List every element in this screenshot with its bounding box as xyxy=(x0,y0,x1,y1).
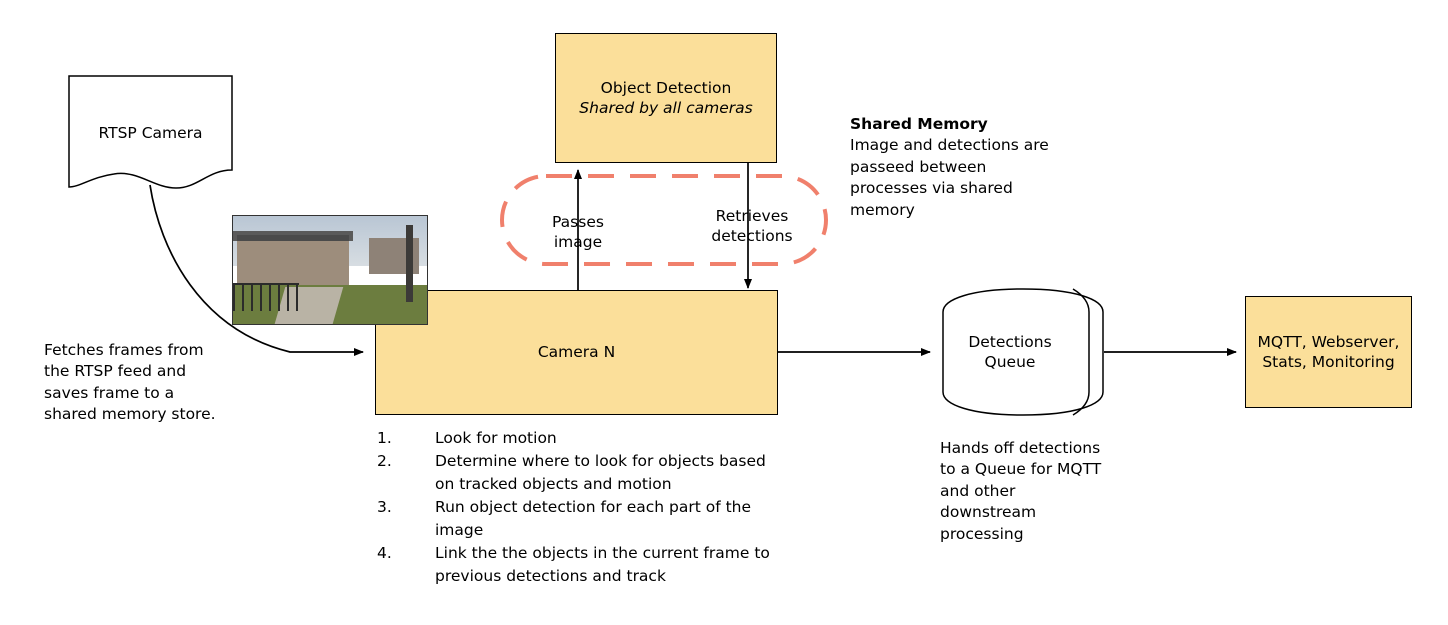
list-item-text: Determine where to look for objects based on tracked objects and motion xyxy=(435,452,766,493)
list-item-number: 4. xyxy=(377,544,392,563)
edge-label-passes-image-line1: Passes xyxy=(552,213,604,231)
camera-steps-list xyxy=(377,427,777,588)
node-consumers[interactable] xyxy=(1245,296,1412,408)
camera-frame-thumbnail xyxy=(232,215,428,325)
list-item-number: 1. xyxy=(377,429,392,447)
node-rtsp-camera[interactable] xyxy=(68,75,233,190)
note-fetch-frames: Fetches frames from the RTSP feed and saves frame to a shared memory store. xyxy=(44,341,216,424)
list-item xyxy=(377,542,777,587)
node-consumers-line2: Stats, Monitoring xyxy=(1262,353,1395,371)
edge-label-passes-image xyxy=(528,212,628,252)
node-detections-queue[interactable] xyxy=(942,288,1104,416)
node-detections-queue-line1: Detections xyxy=(968,332,1052,351)
list-item-text: Look for motion xyxy=(435,429,557,447)
note-shared-memory xyxy=(850,114,1060,221)
note-queue-handoff: Hands off detections to a Queue for MQTT and other downstream processing xyxy=(940,439,1102,543)
edge-label-retrieves-detections-line2: detections xyxy=(711,227,793,246)
node-rtsp-camera-label: RTSP Camera xyxy=(98,123,203,142)
node-detections-queue-line2: Queue xyxy=(984,353,1036,371)
node-object-detection-label: Object Detection xyxy=(600,78,732,97)
list-item-text: Link the the objects in the current frame to previous detections and track xyxy=(435,544,770,585)
note-shared-memory-body: Image and detections are passeed between processes via shared memory xyxy=(850,136,1049,219)
edge-label-retrieves-detections-line1: Retrieves xyxy=(715,207,789,225)
list-item-number: 3. xyxy=(377,498,392,517)
node-object-detection[interactable] xyxy=(555,33,777,163)
list-item xyxy=(377,496,777,541)
edge-label-passes-image-line2: image xyxy=(553,233,603,252)
note-shared-memory-heading: Shared Memory xyxy=(850,115,988,133)
list-item-text: Run object detection for each part of the image xyxy=(435,498,752,539)
node-detections-queue-label xyxy=(968,332,1077,372)
edge-label-retrieves-detections xyxy=(692,206,812,246)
node-consumers-line1: MQTT, Webserver, xyxy=(1257,332,1400,351)
node-camera-n-label: Camera N xyxy=(537,343,616,362)
list-item xyxy=(377,427,777,449)
node-camera-n[interactable] xyxy=(375,290,778,415)
list-item-number: 2. xyxy=(377,452,392,471)
list-item xyxy=(377,450,777,495)
node-object-detection-sublabel: Shared by all cameras xyxy=(579,99,753,117)
